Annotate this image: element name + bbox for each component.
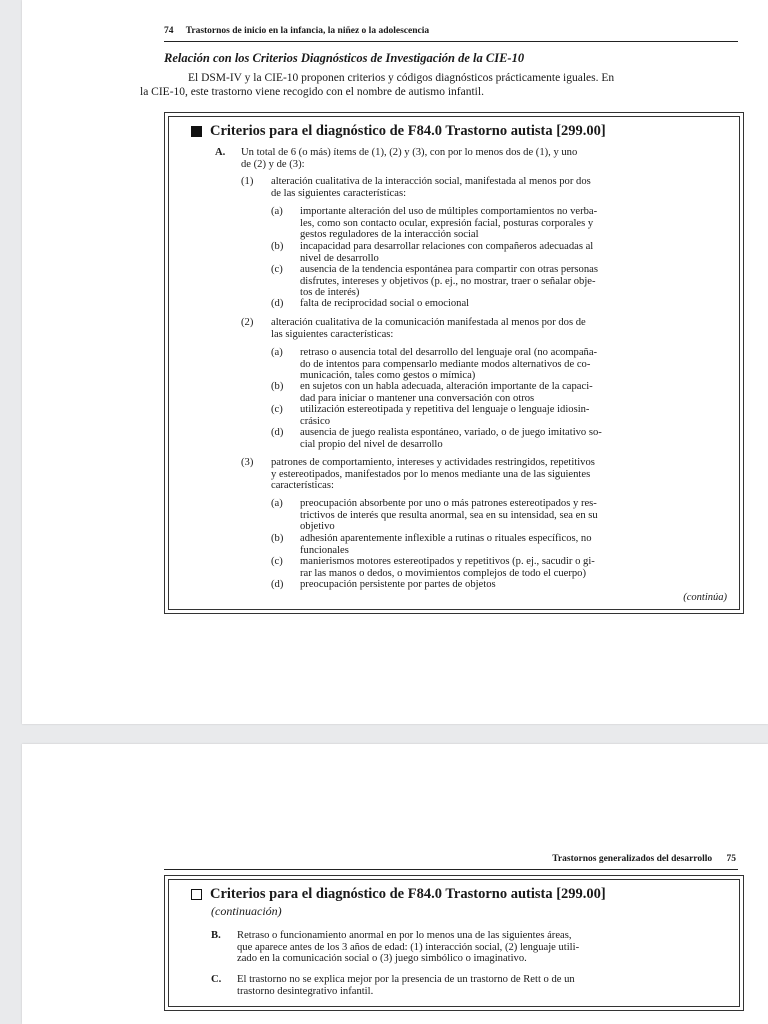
text-line: Retraso o funcionamiento anormal en por lo menos una de las siguientes áreas, — [237, 930, 572, 941]
text-line: objetivo — [300, 521, 335, 533]
text-line: dad para iniciar o mantener una conversación con otros — [300, 392, 535, 404]
list-item — [300, 427, 719, 450]
text-line: de (2) y de (3): — [241, 158, 305, 170]
text-line: retraso o ausencia total del desarrollo del lenguaje oral (no acompaña- — [300, 347, 598, 358]
text-line: incapacidad para desarrollar relaciones con compañeros adecuadas al — [300, 241, 594, 252]
criterion-b-text — [237, 930, 721, 965]
criterion-c-text — [237, 974, 721, 997]
group-1-text — [271, 176, 719, 199]
list-item — [300, 206, 719, 241]
text-line: cial propio del nivel de desarrollo — [300, 438, 443, 450]
group-2-text — [271, 317, 719, 340]
item-label: (a) — [271, 206, 283, 217]
list-item — [300, 381, 719, 404]
item-label: (a) — [271, 498, 283, 509]
text-line: municación, tales como gestos o mímica) — [300, 370, 476, 382]
criterion-a-label: A. — [215, 147, 226, 158]
text-line: crásico — [300, 415, 330, 427]
text-line: ausencia de juego realista espontáneo, variado, o de juego imitativo so- — [300, 427, 602, 438]
text-line: en sujetos con un habla adecuada, alteración importante de la capaci- — [300, 381, 593, 392]
text-line: zado en la comunicación social o (3) juego simbólico o imaginativo. — [237, 953, 527, 965]
group-1-label: (1) — [241, 176, 254, 187]
text-line: El trastorno no se explica mejor por la presencia de un trastorno de Rett o de un — [237, 974, 575, 985]
list-item — [300, 556, 719, 579]
text-line: alteración cualitativa de la interacción social, manifestada al menos por dos — [271, 176, 591, 187]
text-line: adhesión aparentemente inflexible a rutinas o rituales específicos, no — [300, 533, 592, 544]
item-label: (c) — [271, 556, 283, 567]
text-line: manierismos motores estereotipados y repetitivos (p. ej., sacudir o gi- — [300, 556, 595, 567]
box-title-text: Criterios para el diagnóstico de F84.0 Trastorno autista [299.00] — [210, 886, 606, 902]
intro-line: la CIE-10, este trastorno viene recogido con el nombre de autismo infantil. — [140, 86, 484, 98]
text-line: preocupación absorbente por uno o más patrones estereotipados y res- — [300, 498, 597, 509]
list-item — [300, 579, 719, 591]
text-line: nivel de desarrollo — [300, 252, 379, 264]
criteria-box-inner — [168, 116, 740, 610]
criteria-box-continued — [164, 875, 744, 1011]
item-label: (a) — [271, 347, 283, 358]
page-number: 74 — [164, 26, 174, 36]
text-line: ausencia de la tendencia espontánea para compartir con otras personas — [300, 264, 598, 275]
box-subtitle: (continuación) — [211, 904, 282, 918]
continued-note: (continúa) — [683, 592, 727, 603]
group-3-label: (3) — [241, 457, 254, 468]
text-line: trictivos de interés que resulta anormal, sea en su intensidad, sea en su — [300, 509, 598, 521]
text-line: de las siguientes características: — [271, 187, 407, 199]
text-line: trastorno desintegrativo infantil. — [237, 985, 374, 997]
text-line: importante alteración del uso de múltiples comportamientos no verba- — [300, 206, 598, 217]
box-title-text: Criterios para el diagnóstico de F84.0 Trastorno autista [299.00] — [210, 123, 606, 139]
text-line: características: — [271, 480, 334, 492]
list-item — [300, 241, 719, 264]
text-line: rar las manos o dedos, o movimientos complejos de todo el cuerpo) — [300, 567, 586, 579]
page-75 — [22, 744, 768, 1024]
section-title: Relación con los Criterios Diagnósticos de Investigación de la CIE-10 — [164, 51, 525, 65]
page-74 — [22, 0, 768, 724]
intro-paragraph — [140, 71, 736, 99]
header-title: Trastornos generalizados del desarrollo — [552, 854, 713, 864]
header-rule — [164, 869, 738, 870]
filled-square-icon — [191, 126, 202, 137]
criterion-c-label: C. — [211, 974, 222, 985]
item-label: (c) — [271, 404, 283, 415]
criterion-b-label: B. — [211, 930, 221, 941]
box-title — [191, 123, 606, 140]
box-title — [191, 886, 606, 903]
text-line: que aparece antes de los 3 años de edad: (1) interacción social, (2) lenguaje utili- — [237, 941, 580, 953]
page-number: 75 — [726, 854, 736, 864]
criteria-box — [164, 112, 744, 614]
header-title: Trastornos de inicio en la infancia, la niñez o la adolescencia — [185, 26, 430, 36]
text-line: disfrutes, intereses y objetivos (p. ej., no mostrar, traer o señalar obje- — [300, 275, 596, 287]
criterion-a-text — [241, 147, 719, 170]
text-line: utilización estereotipada y repetitiva del lenguaje o lenguaje idiosin- — [300, 404, 590, 415]
text-line: tos de interés) — [300, 287, 360, 299]
text-line: alteración cualitativa de la comunicación manifestada al menos por dos de — [271, 317, 586, 328]
list-item — [300, 498, 719, 533]
group-2-label: (2) — [241, 317, 254, 328]
running-header — [164, 26, 734, 36]
text-line: patrones de comportamiento, intereses y actividades restringidos, repetitivos — [271, 457, 595, 468]
item-label: (b) — [271, 533, 284, 544]
header-rule — [164, 41, 738, 42]
list-item — [300, 404, 719, 427]
item-label: (d) — [271, 298, 284, 309]
item-label: (b) — [271, 381, 284, 392]
item-label: (c) — [271, 264, 283, 275]
item-label: (d) — [271, 427, 284, 438]
list-item — [300, 264, 719, 299]
list-item — [300, 298, 719, 310]
text-line: falta de reciprocidad social o emocional — [300, 298, 470, 309]
item-label: (d) — [271, 579, 284, 590]
intro-line: El DSM-IV y la CIE-10 proponen criterios y códigos diagnósticos prácticamente iguales. En — [188, 72, 615, 84]
list-item — [300, 347, 719, 382]
criteria-box-inner — [168, 879, 740, 1007]
list-item — [300, 533, 719, 556]
running-header — [552, 854, 736, 864]
text-line: y estereotipados, manifestados por lo menos mediante una de las siguientes — [271, 468, 591, 480]
text-line: preocupación persistente por partes de objetos — [300, 579, 496, 590]
empty-square-icon — [191, 889, 202, 900]
group-3-text — [271, 457, 719, 492]
text-line: las siguientes características: — [271, 328, 394, 340]
item-label: (b) — [271, 241, 284, 252]
text-line: funcionales — [300, 544, 349, 556]
text-line: Un total de 6 (o más) ítems de (1), (2) y (3), con por lo menos dos de (1), y uno — [241, 147, 578, 158]
text-line: les, como son contacto ocular, expresión facial, posturas corporales y — [300, 217, 594, 229]
text-line: gestos reguladores de la interacción social — [300, 229, 479, 241]
text-line: do de intentos para compensarlo mediante modos alternativos de co- — [300, 358, 591, 370]
